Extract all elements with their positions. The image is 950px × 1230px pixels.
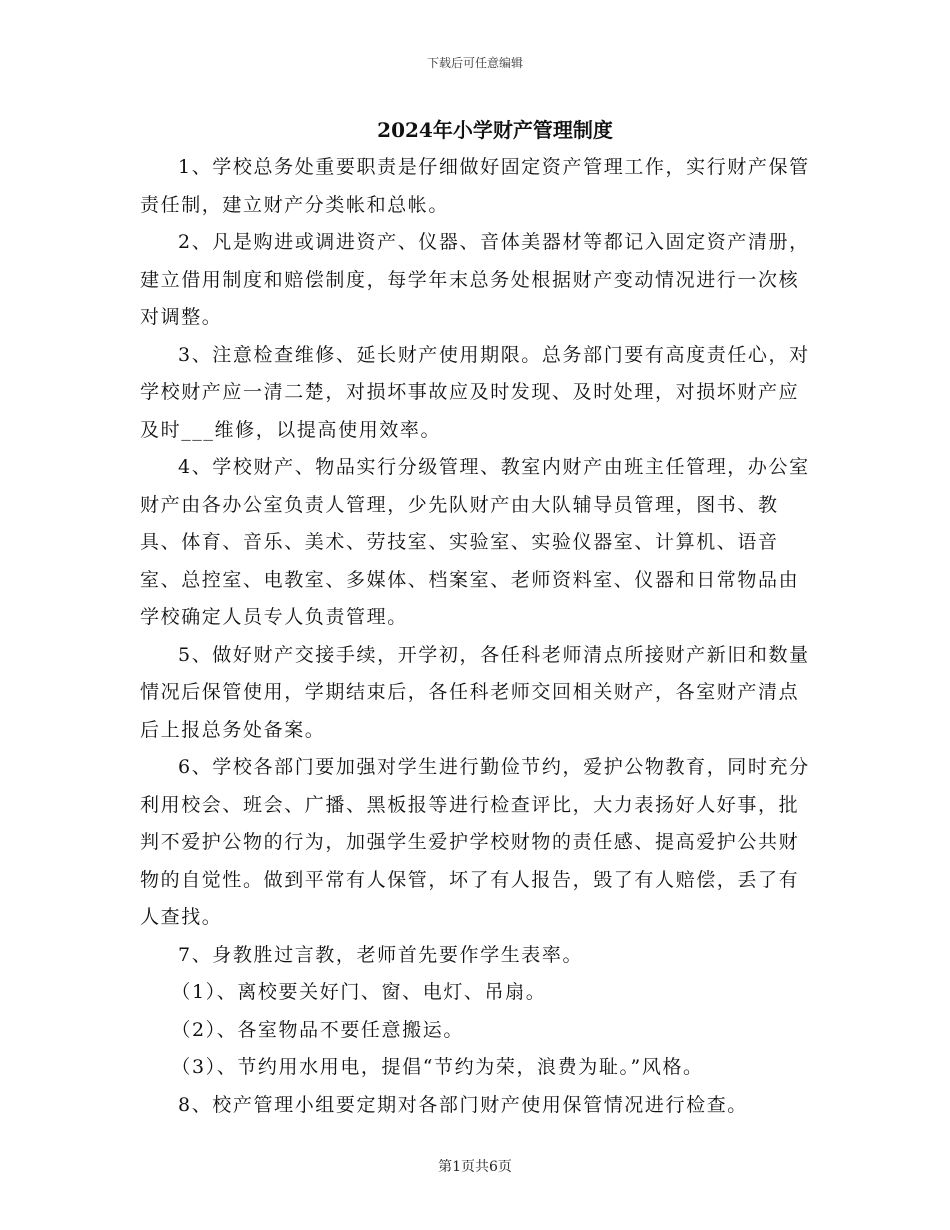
document-title: 2024年小学财产管理制度 — [377, 118, 613, 142]
paragraph-5: 5、做好财产交接手续，开学初，各任科老师清点所接财产新旧和数量情况后保管使用，学期结束后，各任科老师交回相关财产，各室财产清点后上报总务处备案。 — [140, 643, 810, 741]
paragraph-6: 6、学校各部门要加强对学生进行勤俭节约，爱护公物教育，同时充分利用校会、班会、广播、黑板报等进行检查评比，大力表扬好人好事，批判不爱护公物的行为，加强学生爱护学校财物的责任感、提高爱护公共财物的自觉性。做到平常有人保管，坏了有人报告，毁了有人赔偿，丢了有人查找。 — [140, 756, 810, 928]
paragraph-2: 2、凡是购进或调进资产、仪器、音体美器材等都记入固定资产清册，建立借用制度和赔偿制度，每学年末总务处根据财产变动情况进行一次核对调整。 — [140, 231, 810, 328]
page-indicator: 第1页共6页 — [438, 1159, 512, 1175]
list-item: （3）、节约用水用电，提倡“节约为荣，浪费为耻。”风格。 — [171, 1056, 704, 1078]
list-item: （1）、离校要关好门、窗、电灯、吊扇。 — [171, 981, 547, 1003]
list-item: （2）、各室物品不要任意搬运。 — [171, 1018, 464, 1041]
paragraph-3: 3、注意检查维修、延长财产使用期限。总务部门要有高度责任心，对学校财产应一清二楚，对损坏事故应及时发现、及时处理，对损坏财产应及时___维修，以提高使用效率。 — [140, 343, 810, 441]
document-body — [140, 149, 812, 1124]
header-note: 下载后可任意编辑 — [426, 56, 523, 70]
paragraph-8: 8、校产管理小组要定期对各部门财产使用保管情况进行检查。 — [178, 1093, 748, 1116]
paragraph-4: 4、学校财产、物品实行分级管理、教室内财产由班主任管理，办公室财产由各办公室负责人管理，少先队财产由大队辅导员管理，图书、教具、体育、音乐、美术、劳技室、实验室、实验仪器室、计算机、语音室、总控室、电教室、多媒体、档案室、老师资料室、仪器和日常物品由学校确定人员专人负责管理。 — [140, 456, 810, 628]
paragraph-7: 7、身教胜过言教，老师首先要作学生表率。 — [178, 943, 584, 966]
paragraph-1: 1、学校总务处重要职责是仔细做好固定资产管理工作，实行财产保管责任制，建立财产分类帐和总帐。 — [140, 156, 810, 216]
